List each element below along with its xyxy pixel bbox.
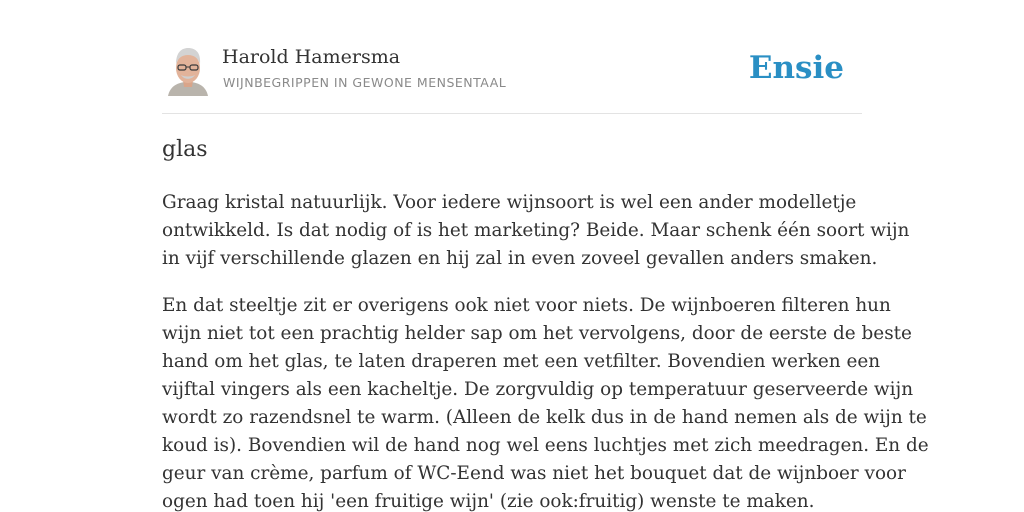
paragraph	[162, 292, 929, 512]
ensie-logo[interactable]: Ensie	[748, 50, 844, 86]
author-subtitle: WIJNBEGRIPPEN IN GEWONE MENSENTAAL	[223, 75, 507, 90]
text-line: Graag kristal natuurlijk. Voor iedere wijnsoort is wel een ander modelletje	[162, 192, 857, 213]
text-line: vijftal vingers als een kacheltje. De zorgvuldig op temperatuur geserveerde wijn	[162, 379, 914, 400]
entry-title: glas	[162, 137, 208, 162]
text-line: En dat steeltje zit er overigens ook niet voor niets. De wijnboeren filteren hun	[162, 295, 891, 316]
paragraph	[162, 189, 910, 273]
author-header	[162, 0, 862, 114]
author-avatar[interactable]	[166, 46, 210, 96]
text-line: ontwikkeld. Is dat nodig of is het marketing? Beide. Maar schenk één soort wijn	[162, 220, 910, 241]
content-container	[162, 0, 929, 512]
entry-body	[162, 189, 929, 512]
author-name[interactable]: Harold Hamersma	[222, 46, 401, 68]
text-line: ogen had toen hij 'een fruitige wijn' (zie ook:fruitig) wenste te maken.	[162, 491, 815, 512]
text-line: hand om het glas, te laten draperen met een vetfilter. Bovendien werken een	[162, 351, 881, 372]
text-line: geur van crème, parfum of WC-Eend was niet het bouquet dat de wijnboer voor	[162, 463, 906, 484]
text-line: wordt zo razendsnel te warm. (Alleen de kelk dus in de hand nemen als de wijn te	[162, 407, 927, 428]
text-line: in vijf verschillende glazen en hij zal in even zoveel gevallen anders smaken.	[162, 248, 878, 269]
text-line: koud is). Bovendien wil de hand nog wel eens luchtjes met zich meedragen. En de	[162, 435, 929, 456]
text-line: wijn niet tot een prachtig helder sap om het vervolgens, door de eerste de beste	[162, 323, 912, 344]
